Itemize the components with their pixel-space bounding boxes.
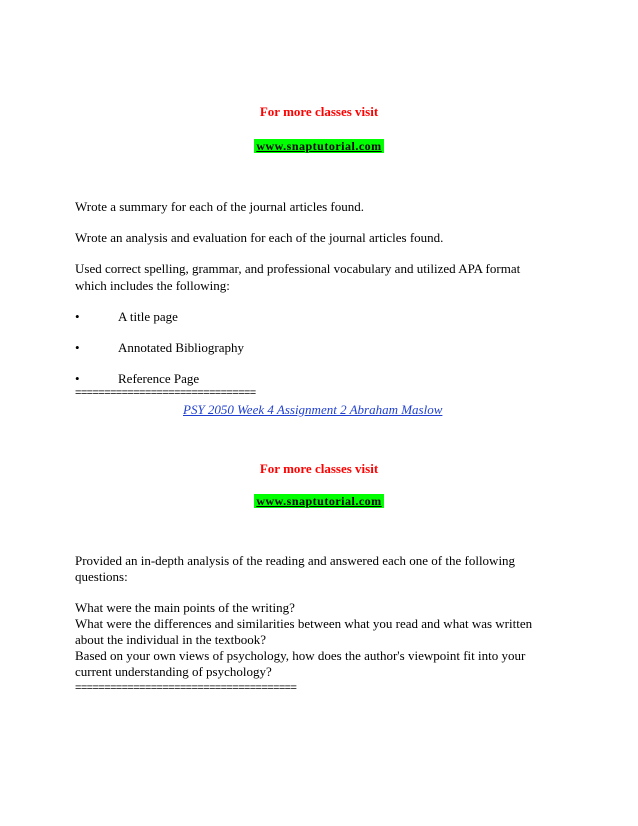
promo-link-wrap [0,138,638,154]
analysis-line: Wrote an analysis and evaluation for each of the journal articles found. [75,230,444,245]
promo-link[interactable]: www.snaptutorial.com [256,139,382,153]
apa-line-2: which includes the following: [75,278,230,293]
question-views-1: Based on your own views of psychology, how does the author's viewpoint fit into your [75,648,526,663]
bullet-marker: • [75,371,80,386]
question-differences-2: about the individual in the textbook? [75,632,266,647]
bullet-marker: • [75,309,80,324]
question-main-points: What were the main points of the writing? [75,600,295,615]
question-views-2: current understanding of psychology? [75,664,272,679]
promo-link[interactable]: www.snaptutorial.com [256,494,382,508]
question-differences-1: What were the differences and similarities between what you read and what was written [75,616,533,631]
separator-line: =============================== [75,387,256,399]
summary-line: Wrote a summary for each of the journal articles found. [75,199,364,214]
provided-line-2: questions: [75,569,128,584]
bullet-marker: • [75,340,80,355]
apa-line-1: Used correct spelling, grammar, and professional vocabulary and utilized APA format [75,261,521,276]
bullet-title-page: A title page [118,309,178,324]
bullet-reference-page: Reference Page [118,371,200,386]
promo-header: For more classes visit [259,104,379,119]
promo-header: For more classes visit [259,461,379,476]
promo-link-wrap [0,493,638,509]
bullet-annotated-bibliography: Annotated Bibliography [118,340,245,355]
assignment-title-link[interactable]: PSY 2050 Week 4 Assignment 2 Abraham Maslow [183,402,443,417]
separator-line: ====================================== [75,682,297,694]
provided-line-1: Provided an in-depth analysis of the reading and answered each one of the following [75,553,516,568]
